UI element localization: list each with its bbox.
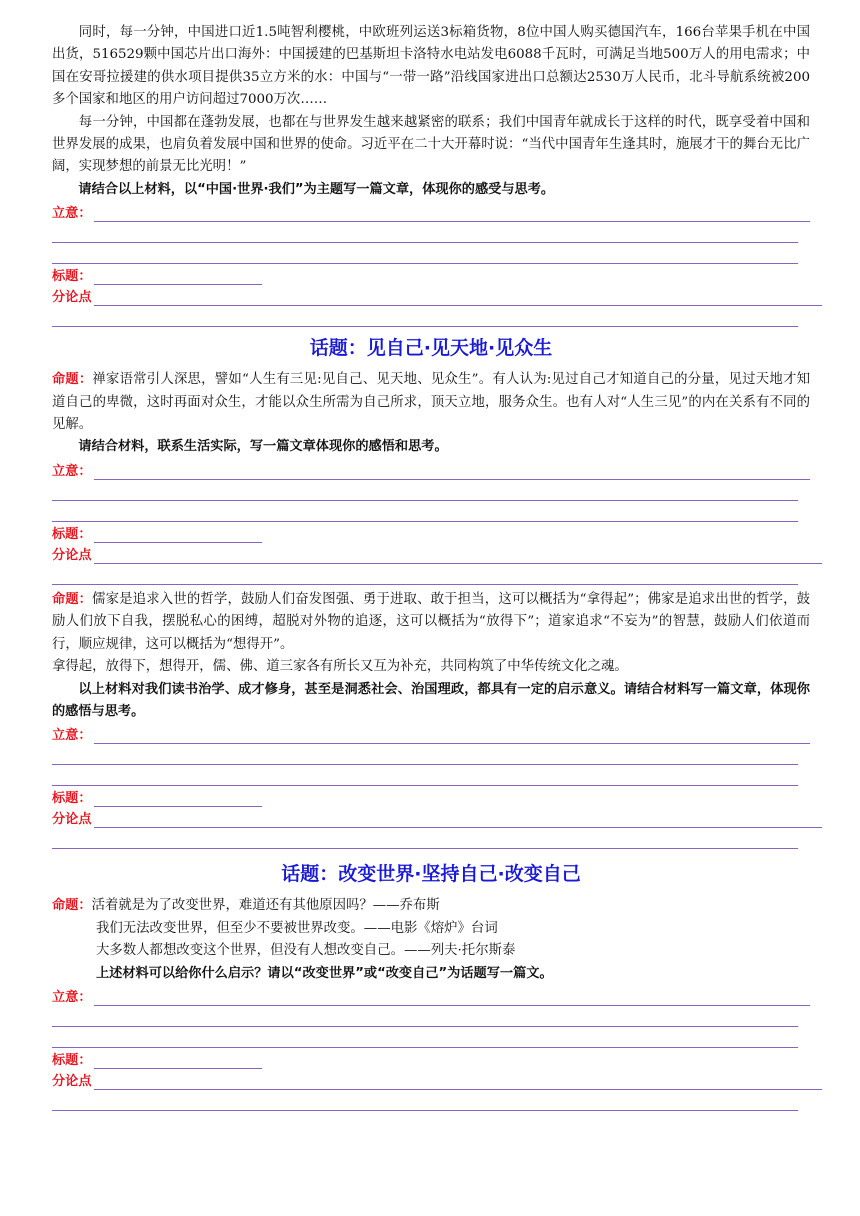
mingti-label: 命题： xyxy=(52,591,93,607)
topic-3-quote-2: 我们无法改变世界，但至少不要被世界改变。——电影《熔炉》台词 xyxy=(96,920,498,936)
biaoti-line[interactable] xyxy=(94,791,262,807)
intro-paragraph-1: 同时，每一分钟，中国进口近1.5吨智利樱桃，中欧班列运送3标箱货物，8位中国人购买德国汽车，166台苹果手机在中国出货，516529颗中国芯片出口海外：中国援建的巴基斯坦卡洛特水电站发电6088千瓦时，可满足当地500万人的用电需求；中国在安哥拉援建的供水项目提供35立方米的水：中国与“一带一路”沿线国家进出口总额达2530万人民币，北斗导航系统被200多个国家和地区的用户访问超过7000万次…… xyxy=(52,25,810,108)
blank-line[interactable] xyxy=(52,480,798,501)
blank-line[interactable] xyxy=(52,744,798,765)
liyi-label: 立意： xyxy=(52,463,92,479)
topic-1-material-text: 禅家语常引人深思，譬如“人生有三见:见自己、见天地、见众生”。有人认为:见过自己才知道自己的分量，见过天地才知道自己的卑微，这时再面对众生，才能以众生所需为自己所求，顶天立地，服务众生。也有人对“人生三见”的内在关系有不同的见解。 xyxy=(52,372,811,433)
topic-3-title: 话题：改变世界·坚持自己·改变自己 xyxy=(281,863,581,886)
liyi-label: 立意： xyxy=(52,728,92,744)
fenlundian-label: 分论点 xyxy=(52,547,92,563)
blank-line[interactable] xyxy=(52,1090,798,1111)
blank-line[interactable] xyxy=(52,1006,798,1027)
blank-line[interactable] xyxy=(52,828,798,849)
liyi-line[interactable] xyxy=(94,464,810,480)
liyi-line[interactable] xyxy=(94,990,810,1006)
blank-line[interactable] xyxy=(52,243,798,264)
blank-line[interactable] xyxy=(52,222,798,243)
biaoti-field[interactable] xyxy=(52,522,810,543)
topic-3-quote-3: 大多数人都想改变这个世界，但没有人想改变自己。——列夫·托尔斯泰 xyxy=(96,943,516,959)
blank-line[interactable] xyxy=(52,765,798,786)
topic-1-material xyxy=(52,369,810,436)
fenlundian-line[interactable] xyxy=(94,812,822,828)
liyi-field[interactable] xyxy=(52,459,810,480)
intro-paragraph-2: 每一分钟，中国都在蓬勃发展，也都在与世界发生越来越紧密的联系；我们中国青年就成长于这样的时代，既享受着中国和世界发展的成果，也肩负着发展中国和世界的使命。习近平在二十大开幕时说：“当代中国青年生逢其时，施展才干的舞台无比广阔，实现梦想的前景无比光明！” xyxy=(52,114,810,175)
liyi-line[interactable] xyxy=(94,206,810,222)
mingti-label: 命题： xyxy=(52,372,93,388)
liyi-field[interactable] xyxy=(52,985,810,1006)
fenlundian-label: 分论点 xyxy=(52,290,92,306)
blank-line[interactable] xyxy=(52,501,798,522)
topic-2-prompt: 以上材料对我们读书治学、成才修身，甚至是洞悉社会、治国理政，都具有一定的启示意义。请结合材料写一篇文章，体现你的感悟与思考。 xyxy=(52,681,810,719)
fenlundian-line[interactable] xyxy=(94,548,822,564)
biaoti-field[interactable] xyxy=(52,264,810,285)
fenlundian-field[interactable] xyxy=(52,807,822,828)
fenlundian-field[interactable] xyxy=(52,543,822,564)
fenlundian-line[interactable] xyxy=(94,290,822,306)
biaoti-line[interactable] xyxy=(94,269,262,285)
biaoti-line[interactable] xyxy=(94,527,262,543)
fenlundian-label: 分论点 xyxy=(52,812,92,828)
liyi-label: 立意： xyxy=(52,206,92,222)
topic-3-quote-1 xyxy=(52,895,810,917)
topic-3-quote-1-text: 活着就是为了改变世界，难道还有其他原因吗？——乔布斯 xyxy=(91,898,440,914)
liyi-field[interactable] xyxy=(52,201,810,222)
biaoti-label: 标题： xyxy=(52,269,92,285)
fenlundian-line[interactable] xyxy=(94,1074,822,1090)
fenlundian-label: 分论点 xyxy=(52,1073,92,1089)
topic-1-prompt: 请结合材料，联系生活实际，写一篇文章体现你的感悟和思考。 xyxy=(78,439,448,455)
fenlundian-field[interactable] xyxy=(52,1069,822,1090)
topic-2-material xyxy=(52,589,810,656)
biaoti-label: 标题： xyxy=(52,791,92,807)
biaoti-field[interactable] xyxy=(52,1048,810,1069)
fenlundian-field[interactable] xyxy=(52,285,822,306)
blank-line[interactable] xyxy=(52,306,798,327)
biaoti-field[interactable] xyxy=(52,786,810,807)
liyi-field[interactable] xyxy=(52,723,810,744)
intro-prompt: 请结合以上材料，以“中国·世界·我们”为主题写一篇文章，体现你的感受与思考。 xyxy=(78,181,555,197)
mingti-label: 命题： xyxy=(52,898,92,914)
blank-line[interactable] xyxy=(52,1027,798,1048)
biaoti-line[interactable] xyxy=(94,1053,262,1069)
topic-3-prompt: 上述材料可以给你什么启示？请以“改变世界”或“改变自己”为话题写一篇文。 xyxy=(96,965,553,981)
liyi-line[interactable] xyxy=(94,728,810,744)
biaoti-label: 标题： xyxy=(52,1052,92,1068)
topic-2-line-2: 拿得起，放得下，想得开，儒、佛、道三家各有所长又互为补充，共同构筑了中华传统文化之魂。 xyxy=(52,659,628,675)
worksheet-page xyxy=(52,22,810,1111)
biaoti-label: 标题： xyxy=(52,526,92,542)
topic-2-material-text: 儒家是追求入世的哲学，鼓励人们奋发图强、勇于进取、敢于担当，这可以概括为“拿得起”；佛家是追求出世的哲学，鼓励人们放下自我，摆脱私心的困缚，超脱对外物的追逐，这可以概括为“放得下”；道家追求“不妄为”的智慧，鼓励人们依道而行，顺应规律，这可以概括为“想得开”。 xyxy=(52,591,811,652)
liyi-label: 立意： xyxy=(52,989,92,1005)
blank-line[interactable] xyxy=(52,564,798,585)
topic-1-title: 话题：见自己·见天地·见众生 xyxy=(309,337,553,360)
